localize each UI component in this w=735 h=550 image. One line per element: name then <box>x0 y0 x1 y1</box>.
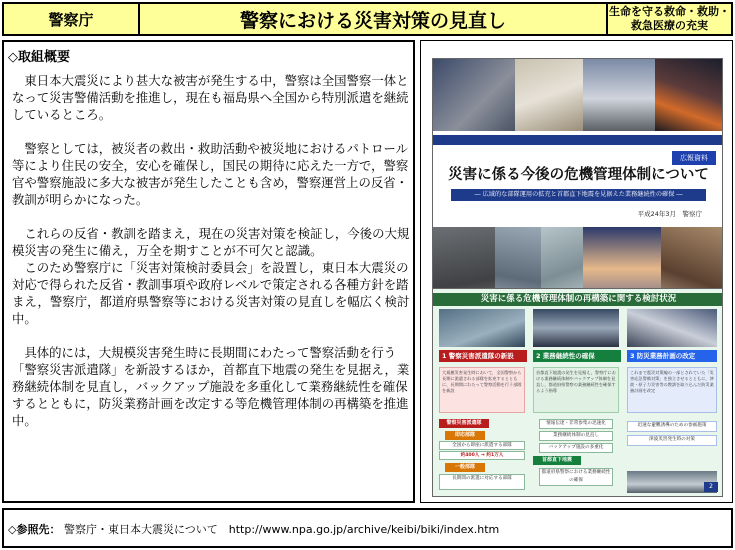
bcp-item: 情報伝達・非常参集の迅速化 <box>539 419 613 429</box>
overview-paragraph: これらの反省・教訓を踏まえ，現在の災害対策を検証し，今後の大規模災害の発生に備え，万全を期すことが不可欠と認識。 <box>12 226 410 258</box>
slide-photo <box>627 309 717 347</box>
overview-paragraph: このため警察庁に「災害対策検討委員会」を設置し，東日本大震災の対応で得られた反省・教訓事項や政府レベルで策定される各種方針を踏まえ，警察庁，都道府県警察等における災害対策の見直しを幅広く検討中。 <box>12 260 410 326</box>
policy-tag-line2: 救急医療の充実 <box>631 19 708 32</box>
bcp-item: バックアップ施設の多重化 <box>539 443 613 453</box>
step-3-label: 3 防災業務計画の改定 <box>627 350 717 362</box>
policy-tag <box>606 2 733 36</box>
agency-label: 警察庁 <box>2 2 140 36</box>
step-1-description: 大規模災害発生時において，全国警察から長期に派遣される部隊を拡充するとともに，長期間にわたって警察活動を行う部隊を新設 <box>439 367 525 413</box>
header <box>2 2 733 36</box>
disaster-photo <box>583 59 655 131</box>
general-unit-label: 一般部隊 <box>445 463 485 472</box>
cover-badge: 広報資料 <box>672 151 716 165</box>
overview-title: ◇取組概要 <box>8 50 70 65</box>
overview-paragraph: 具体的には，大規模災害発生時に長期間にわたって警察活動を行う「警察災害派遣隊」を新設するほか，首都直下地震の発生を見据え，業務継続体制を見直し，バックアップ施設を多重化して業務継続性を確保するとともに，防災業務計画を改定する等危機管理体制の再構築を推進中。 <box>12 345 410 428</box>
disaster-photo <box>433 59 515 131</box>
overview-paragraph: 警察としては，被災者の救出・救助活動や被災地におけるパトロール等により住民の安全，安心を確保し，国民の期待に応えた一方で，警察官や警察施設に多大な被害が発生したことも含め，警察運営上の反省・教訓が明らかになった。 <box>12 141 409 207</box>
page-number: 2 <box>704 482 718 492</box>
slide-title: 災害に係る危機管理体制の再構築に関する検討状況 <box>433 293 723 306</box>
cover-date: 平成24年3月 警察庁 <box>637 210 702 218</box>
reference-footer <box>2 508 733 548</box>
step-3-description: これまで震災対策編の一部とされていた「災害応急警備対策」を独立させるとともに，津波・原子力災害等の教訓を取り込んだ防災業務計画を改定 <box>627 367 717 413</box>
unit-count: 約400人 → 約1万人 <box>439 451 525 460</box>
report-cover-image <box>432 58 723 319</box>
status-slide-image <box>432 288 723 497</box>
immediate-unit-note: 全国から即座に派遣する部隊 <box>439 441 525 450</box>
overview-panel <box>2 40 415 503</box>
step-1-label: 1 警察災害派遣隊の新設 <box>439 350 527 362</box>
image-panel <box>420 40 733 503</box>
page-title: 警察における災害対策の見直し <box>138 2 608 36</box>
overview-paragraph: 東日本大震災により甚大な被害が発生する中，警察は全国警察一体となって災害警備活動を推進し，現在も福島県へ全国から特別派遣を継続しているところ。 <box>12 73 409 122</box>
bcp-header: 首都直下地震 <box>533 456 581 465</box>
plan-item: 津波災害発生時の対策 <box>627 435 717 446</box>
step-2-description: 首都直下地震の発生を見据え，警察庁における業務継続体制やバックアップ体制を見直し，都道府県警察の業務継続性を確保するよう指導 <box>533 367 619 413</box>
overview-body <box>12 72 412 446</box>
disaster-photo <box>515 59 583 131</box>
dispatch-unit-header: 警察災害派遣隊 <box>439 419 489 428</box>
cover-title: 災害に係る今後の危機管理体制について <box>448 166 709 183</box>
step-2-label: 2 業務継続性の確保 <box>533 350 621 362</box>
reference-link[interactable]: 警察庁・東日本大震災について http://www.npa.go.jp/archive/keibi/biki/index.htm <box>63 523 500 536</box>
general-unit-note: 長期間の派遣に対応する部隊 <box>439 474 525 490</box>
bcp-item: 都道府県警察における業務継続性の確保 <box>539 468 613 486</box>
slide-photo <box>533 309 619 347</box>
slide-photo <box>439 309 525 347</box>
immediate-unit-label: 即応部隊 <box>445 431 485 440</box>
reference-label: ◇参照先： <box>8 523 61 536</box>
policy-tag-line1: 生命を守る救命・救助・ <box>609 5 730 18</box>
cover-divider <box>433 135 723 145</box>
disaster-photo <box>655 59 723 131</box>
bcp-item: 業務継続体制の見直し <box>539 431 613 441</box>
plan-item: 迅速な避難誘導のための参画施策 <box>627 421 717 432</box>
cover-subtitle: ― 広域的な部隊運用の拡充と首都直下地震を見据えた業務継続性の確保 ― <box>451 189 706 201</box>
